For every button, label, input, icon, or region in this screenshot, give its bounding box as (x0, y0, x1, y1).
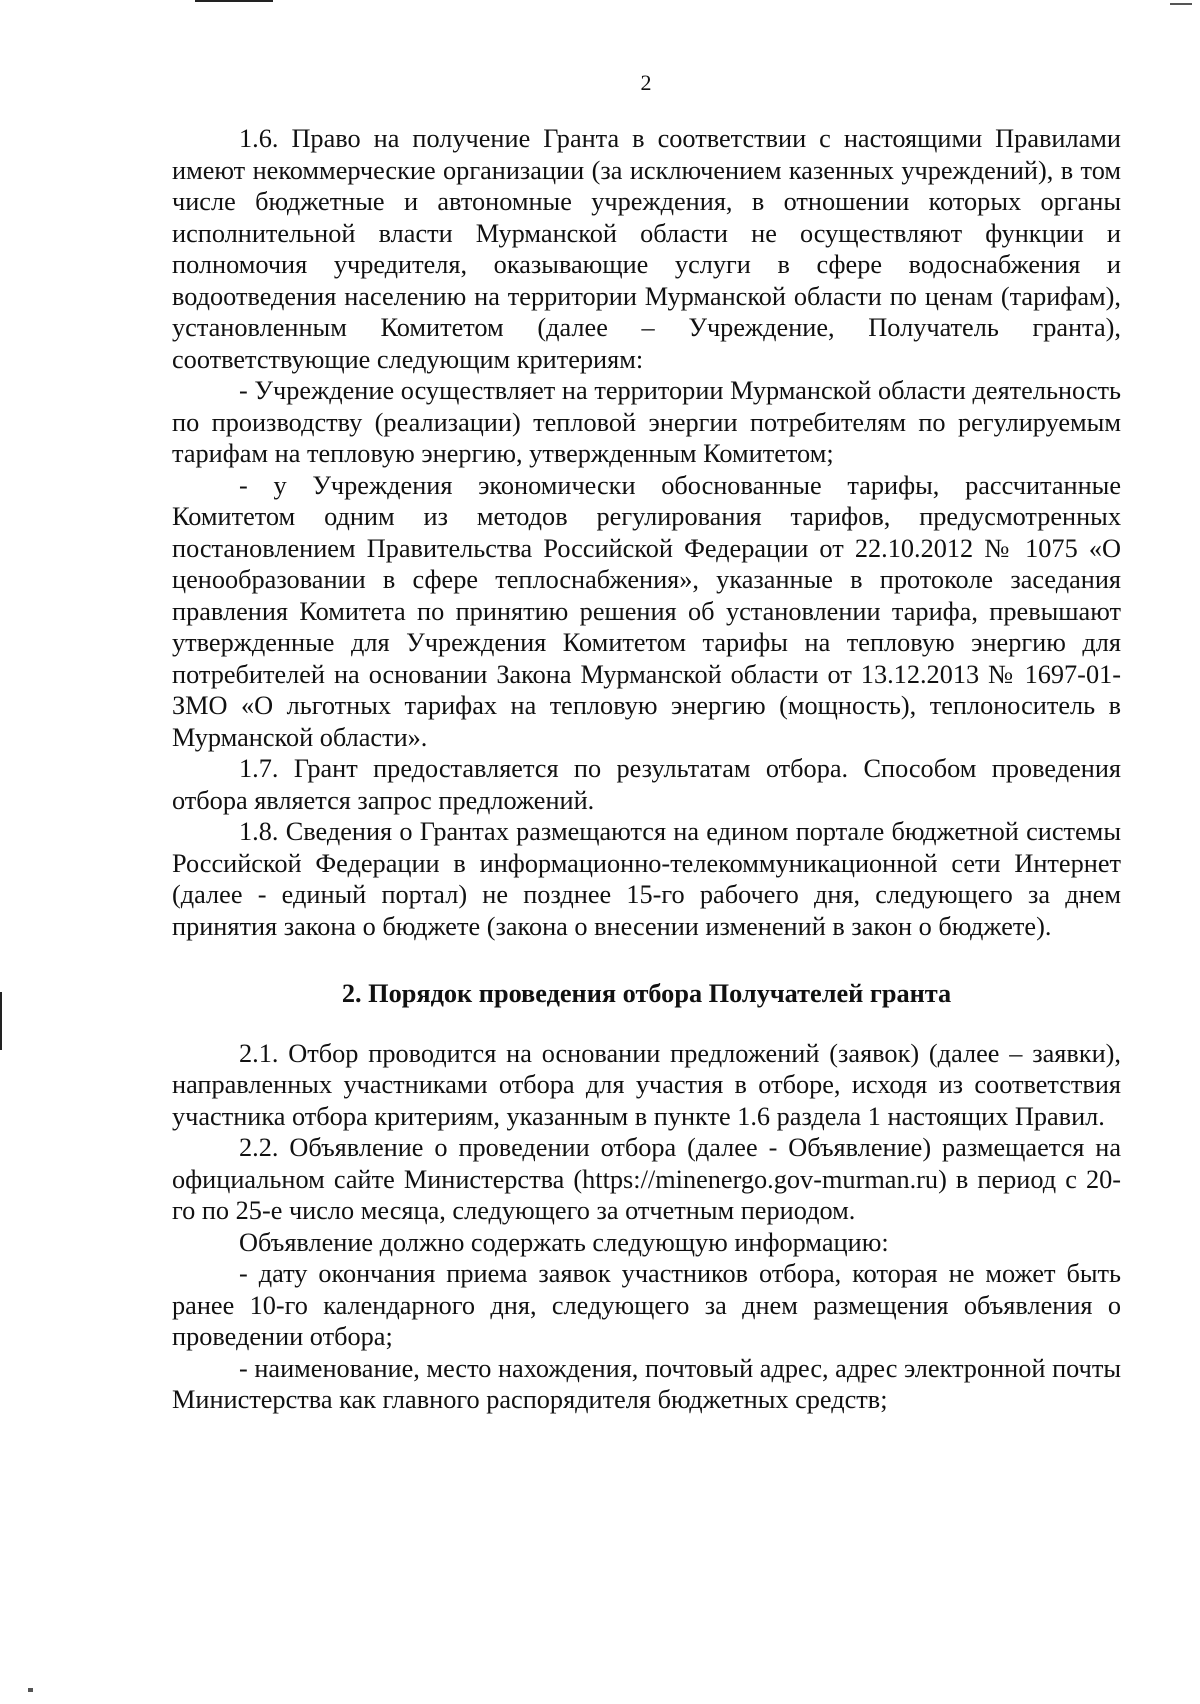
scan-artifact-top-right (1170, 3, 1192, 5)
scan-artifact-top (195, 0, 273, 2)
paragraph-2-1: 2.1. Отбор проводится на основании предложений (заявок) (далее – заявки), направленных участниками отбора для участия в отборе, исходя из соответствия участника отбора критериям, указанным в пункте 1.6 раздела 1 настоящих Правил. (172, 1038, 1121, 1131)
criterion-1: - Учреждение осуществляет на территории Мурманской области деятельность по производству (реализации) тепловой энергии потребителям по регулируемым тарифам на тепловую энергию, утвержденным Комитетом; (172, 376, 1121, 468)
page-number: 2 (640, 70, 652, 95)
paragraph-1-8: 1.8. Сведения о Грантах размещаются на едином портале бюджетной системы Российской Федерации в информационно-телекоммуникационной сети Интернет (далее - единый портал) не позднее 15-го рабочего дня, следующего за днем принятия закона о бюджете (закона о внесении изменений в закон о бюджете). (172, 817, 1121, 941)
paragraph-1-7: 1.7. Грант предоставляется по результатам отбора. Способом проведения отбора является запрос предложений. (172, 754, 1121, 815)
paragraph-1-6: 1.6. Право на получение Гранта в соответствии с настоящими Правилами имеют некоммерческие организации (за исключением казенных учреждений), в том числе бюджетные и автономные учреждения, в отношении которых органы исполнительной власти Мурманской области не осуществляют функции и полномочия учредителя, оказывающие услуги в сфере водоснабжения и водоотведения населению на территории Мурманской области по ценам (тарифам), установленным Комитетом (далее – Учреждение, Получатель гранта), соответствующие следующим критериям: (172, 124, 1121, 374)
scan-artifact-bottom-left (28, 1688, 33, 1692)
criterion-2: - у Учреждения экономически обоснованные тарифы, рассчитанные Комитетом одним из методов регулирования тарифов, предусмотренных постановлением Правительства Российской Федерации от 22.10.2012 № 1075 «О ценообразовании в сфере теплоснабжения», указанные в протоколе заседания правления Комитета по принятию решения об установлении тарифа, превышают утвержденные для Учреждения Комитетом тарифы на тепловую энергию для потребителей на основании Закона Мурманской области от 13.12.2013 № 1697-01-ЗМО «О льготных тарифах на тепловую энергию (мощность), теплоноситель в Мурманской области». (172, 470, 1121, 752)
section-heading: 2. Порядок проведения отбора Получателей гранта (341, 979, 952, 1008)
announcement-item-2: - наименование, место нахождения, почтовый адрес, адрес электронной почты Министерства как главного распорядителя бюджетных средств; (172, 1353, 1121, 1414)
document-body (172, 123, 1121, 1416)
paragraph-2-2: 2.2. Объявление о проведении отбора (далее - Объявление) размещается на официальном сайте Министерства (https://minenergo.gov-murman.ru) в период с 20-го по 25-е число месяца, следующего за отчетным периодом. (172, 1133, 1121, 1225)
announcement-intro: Объявление должно содержать следующую информацию: (239, 1227, 889, 1257)
scan-artifact-left (0, 992, 2, 1050)
announcement-item-1: - дату окончания приема заявок участников отбора, которая не может быть ранее 10-го календарного дня, следующего за днем размещения объявления о проведении отбора; (172, 1259, 1121, 1351)
